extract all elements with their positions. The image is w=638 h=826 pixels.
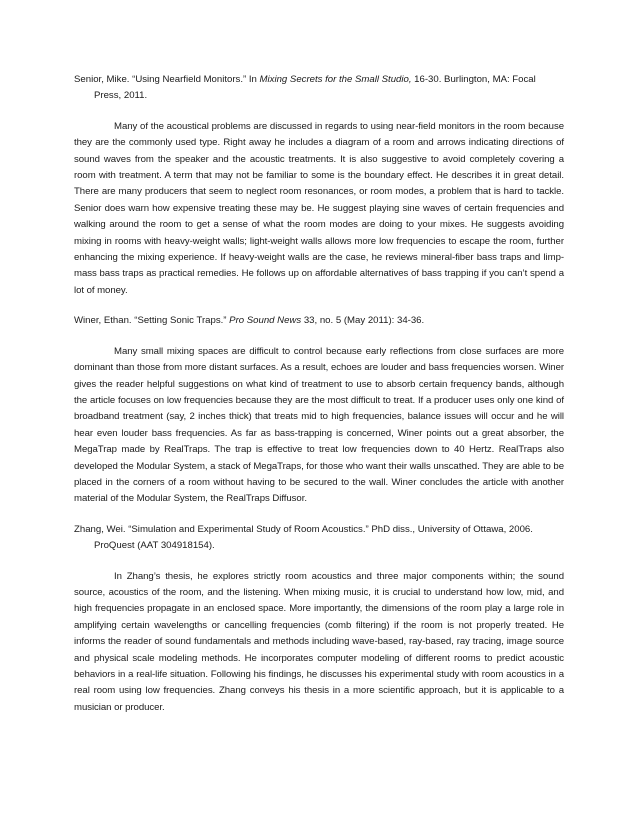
annotation-senior: Many of the acoustical problems are discussed in regards to using near-field monitors in the room because they are the commonly used type. Right away he includes a diagram of a room and arrows indicating directions of sound waves from the speaker and the acoustic treatments. It is also suggestive to avoid completely covering a room with treatment. A term that may not be familiar to some is the boundary effect. He describes it in great detail. There are many producers that seem to neglect room resonances, or room modes, a problem that is hard to tackle. Senior does warn how expensive treating these may be. He suggest playing sine waves of certain frequencies and walking around the room to get a sense of what the room modes are doing to your mixes. He suggests avoiding mixing in rooms with heavy-weight walls; light-weight walls allows more low frequencies to escape the room, further enhancing the mixing experience. If heavy-weight walls are the case, he reviews mineral-fiber bass traps and limp-mass bass traps as practical remedies. He follows up on affordable alternatives of bass trapping if you can’t spend a lot of money. — [74, 120, 564, 296]
citation-source-title: Mixing Secrets for the Small Studio, — [259, 74, 412, 85]
citation-winer — [74, 313, 564, 329]
annotation-zhang: In Zhang’s thesis, he explores strictly room acoustics and three major components within; the sound source, acoustics of the room, and the listening. When mixing music, it is crucial to understand how low, mid, and high frequencies propagate in an enclosed space. More importantly, the dimensions of the room play a large role in amplifying certain wavelengths or cancelling frequencies (comb filtering) if the room is not properly treated. He informs the reader of sound fundamentals and methods including wave-based, ray-based, ray tracing, image source and physical scale modeling methods. He incorporates computer modeling of different rooms to predict acoustic behaviors in a real-life situation. Following his findings, he discusses his experimental study with room acoustics in a real room using low frequencies. Zhang conveys his thesis in a more scientific approach, but it is applicable to a musician or producer. — [74, 570, 564, 713]
citation-author-title: Winer, Ethan. “Setting Sonic Traps.” — [74, 315, 230, 327]
citation-publication-details: 16-30. Burlington, MA: Focal Press, 2011. — [94, 74, 536, 102]
citation-author-title: Senior, Mike. “Using Nearfield Monitors.” In — [74, 74, 260, 85]
citation-zhang — [74, 522, 564, 555]
citation-author-title: Zhang, Wei. “Simulation and Experimental Study of Room Acoustics.” PhD diss., University of Ottawa, 2006. ProQuest (AAT 304918154). — [74, 523, 533, 552]
annotation-winer: Many small mixing spaces are difficult to control because early reflections from close surfaces are more dominant than those from more distant surfaces. As a result, echoes are louder and bass frequencies worsen. Winer gives the reader helpful suggestions on what kind of treatment to use to absorb certain frequency bands, although the article focuses on low frequencies because they are the most difficult to treat. If a producer uses only one kind of broadband treatment (say, 2 inches thick) that treats mid to high frequencies, balance issues will occur and he will hear even louder bass frequencies. As far as bass-trapping is concerned, Winer points out a great absorber, the MegaTrap made by RealTraps. The trap is effective to treat low frequencies down to 40 Hertz. RealTraps also developed the Modular System, a stack of MegaTraps, for those who want their walls unscathed. They are able to be placed in the corners of a room without having to be secured to the wall. Winer concludes the article with another material of the Modular System, the RealTraps Diffusor. — [74, 345, 564, 505]
citation-source-title: Pro Sound News — [229, 315, 302, 327]
citation-senior — [74, 72, 564, 105]
citation-publication-details: 33, no. 5 (May 2011): 34-36. — [301, 315, 425, 327]
